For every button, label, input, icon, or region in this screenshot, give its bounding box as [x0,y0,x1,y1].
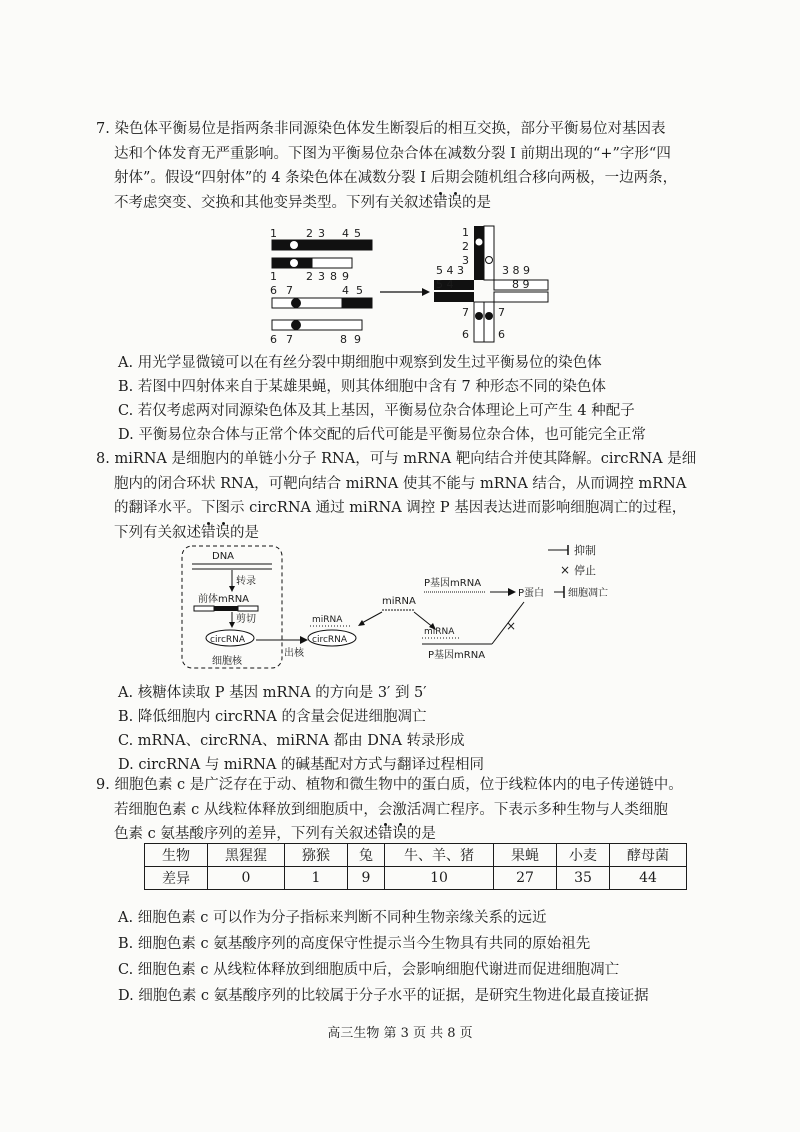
table-cell: 生物 [145,844,208,867]
chr3-label-6: 6 [270,284,277,297]
chr3-label-5: 5 [356,284,363,297]
q7-line-3: 射体”。假设“四射体”的 4 条染色体在减数分裂 Ⅰ 后期会随机组合移向两极，一边两条， [114,170,678,186]
chr3-label-4: 4 [342,284,349,297]
table-cell: 小麦 [557,844,610,867]
circrna-label-complex: circRNA [312,635,348,645]
chr2-centromere [290,259,298,267]
q7-stem [96,117,706,215]
chr2-label-1: 1 [270,270,277,283]
table-cell: 35 [557,867,610,890]
q8-line-1: 8. miRNA 是细胞内的单链小分子 RNA，可与 mRNA 靶向结合并使其降解。circRNA 是细 [96,451,697,467]
chr1-centromere [290,241,298,249]
table-cell: 差异 [145,867,208,890]
q9-option-b: B. 细胞色素 c 氨基酸序列的高度保守性提示当今生物具有共同的原始祖先 [118,936,591,952]
q9-line-1: 9. 细胞色素 c 是广泛存在于动、植物和微生物中的蛋白质，位于线粒体内的电子传递链中。 [96,777,683,793]
stop-mark: × [506,619,517,633]
q9-option-a: A. 细胞色素 c 可以作为分子指标来判断不同种生物亲缘关系的远近 [118,910,547,926]
q8-option-b: B. 降低细胞内 circRNA 的含量会促进细胞凋亡 [118,709,427,725]
table-cell: 果蝇 [494,844,557,867]
chr2-label-8: 8 [330,270,337,283]
q9-option-d: D. 细胞色素 c 氨基酸序列的比较属于分子水平的证据，是研究生物进化最直接证据 [118,988,649,1004]
table-cell: 9 [348,867,385,890]
q8-option-c: C. mRNA、circRNA、miRNA 都由 DNA 转录形成 [118,733,465,749]
q8-line-4: 下列有关叙述错误的是 [114,524,259,541]
precursor-mrna-label: 前体mRNA [198,594,250,605]
q9-line-3: 色素 c 氨基酸序列的差异，下列有关叙述错误的是 [114,826,436,842]
table-cell: 0 [208,867,285,890]
chr2-light [312,258,352,268]
mirna-label: miRNA [382,596,416,607]
complex-mirna-label: miRNA [312,615,343,625]
table-cell: 44 [610,867,687,890]
table-cell: 27 [494,867,557,890]
table-cell: 兔 [348,844,385,867]
q7-line-1: 7. 染色体平衡易位是指两条非同源染色体发生断裂后的相互交换，部分平衡易位对基因表 [96,121,666,137]
chr1-label-4: 4 [342,227,349,240]
q8-circrna-figure [176,540,646,672]
cross-bottom-right [484,302,494,342]
cross-left-lower [434,292,474,302]
cross-label-543: 5 4 3 [436,264,464,277]
chr3-light [272,298,342,308]
p-mrna-label-bottom: P基因mRNA [428,650,486,661]
q7-option-c: C. 若仅考虑两对同源染色体及其上基因，平衡易位杂合体理论上可产生 4 种配子 [118,403,635,419]
p-protein-label: P蛋白 [518,588,545,599]
q8-stem [96,447,706,545]
chr1-label-5: 5 [354,227,361,240]
table-header-row [145,844,687,867]
splice-label: 剪切 [236,614,256,625]
chr4-body [272,320,362,330]
p-mrna-label-top: P基因mRNA [424,578,482,589]
transcription-label: 转录 [236,576,256,587]
q7-translocation-figure [262,222,572,347]
cross-top-right [484,226,494,280]
cross-label-3: 3 [462,254,469,267]
chr2-label-2: 2 [306,270,313,283]
chr1-label-3: 3 [318,227,325,240]
cross-label-2: 2 [462,240,469,253]
q7-line-4: 不考虑突变、交换和其他变异类型。下列有关叙述错误的是 [114,194,491,211]
chr2-label-9: 9 [342,270,349,283]
chr4-label-9: 9 [354,333,361,346]
legend-stop-mark: × [560,563,571,577]
chr1-label-2: 2 [306,227,313,240]
table-cell: 1 [285,867,348,890]
chr3-dark [342,298,372,308]
cross-label-54: 5 4 [436,278,454,291]
table-row [145,867,687,890]
chr4-label-6: 6 [270,333,277,346]
cross-bottom-left [474,302,484,342]
chr3-label-7: 7 [286,284,293,297]
table-cell: 酵母菌 [610,844,687,867]
chr3-centromere [291,298,301,308]
chr4-label-8: 8 [340,333,347,346]
dna-label: DNA [212,551,235,562]
apoptosis-label: 细胞凋亡 [568,588,608,599]
q7-option-d: D. 平衡易位杂合体与正常个体交配的后代可能是平衡易位杂合体，也可能完全正常 [118,427,646,443]
cross-label-6a: 6 [462,328,469,341]
chr1-label-1: 1 [270,227,277,240]
circrna-label-nucleus: circRNA [210,635,246,645]
chr4-label-7: 7 [286,333,293,346]
q7-option-a: A. 用光学显微镜可以在有丝分裂中期细胞中观察到发生过平衡易位的染色体 [118,355,602,371]
legend-inhibit: 抑制 [574,544,596,557]
q8-line-3: 的翻译水平。下图示 circRNA 通过 miRNA 调控 P 基因表达进而影响细胞凋亡的过程， [114,500,687,516]
q7-option-b: B. 若图中四射体来自于某雄果蝇，则其体细胞中含有 7 种形态不同的染色体 [118,379,606,395]
table-cell: 10 [385,867,494,890]
q9-stem [96,773,706,847]
cross-label-389: 3 8 9 [502,264,530,277]
cross-label-1: 1 [462,226,469,239]
cytochrome-c-table [144,843,687,890]
cross-label-7b: 7 [498,306,505,319]
cross-label-6b: 6 [498,328,505,341]
cross-label-89: 8 9 [512,278,530,291]
table-cell: 猕猴 [285,844,348,867]
q8-option-a: A. 核糖体读取 P 基因 mRNA 的方向是 3′ 到 5′ [118,685,427,701]
chr2-label-3: 3 [318,270,325,283]
table-cell: 牛、羊、猪 [385,844,494,867]
q9-option-c: C. 细胞色素 c 从线粒体释放到细胞质中后，会影响细胞代谢进而促进细胞凋亡 [118,962,620,978]
q7-line-2: 达和个体发育无严重影响。下图为平衡易位杂合体在减数分裂 Ⅰ 前期出现的“+”字形“四 [114,145,671,162]
cross-top-left [474,226,484,280]
q8-line-2: 胞内的闭合环状 RNA，可靶向结合 miRNA 使其不能与 mRNA 结合，从而调控 mRNA [114,475,687,492]
chr4-centromere [291,320,301,330]
bound-mirna-label: miRNA [424,627,455,637]
q8-option-d: D. circRNA 与 miRNA 的碱基配对方式与翻译过程相同 [118,757,485,773]
page-footer: 高三生物 第 3 页 共 8 页 [327,1026,473,1041]
cross-right-lower [494,292,548,302]
cross-label-7a: 7 [462,306,469,319]
chr1-body [272,240,372,250]
nucleus-label: 细胞核 [212,656,242,667]
export-label: 出核 [284,648,304,659]
q9-line-2: 若细胞色素 c 从线粒体释放到细胞质中，会激活凋亡程序。下表示多种生物与人类细胞 [114,801,668,818]
legend-stop: 停止 [574,564,596,577]
table-cell: 黑猩猩 [208,844,285,867]
